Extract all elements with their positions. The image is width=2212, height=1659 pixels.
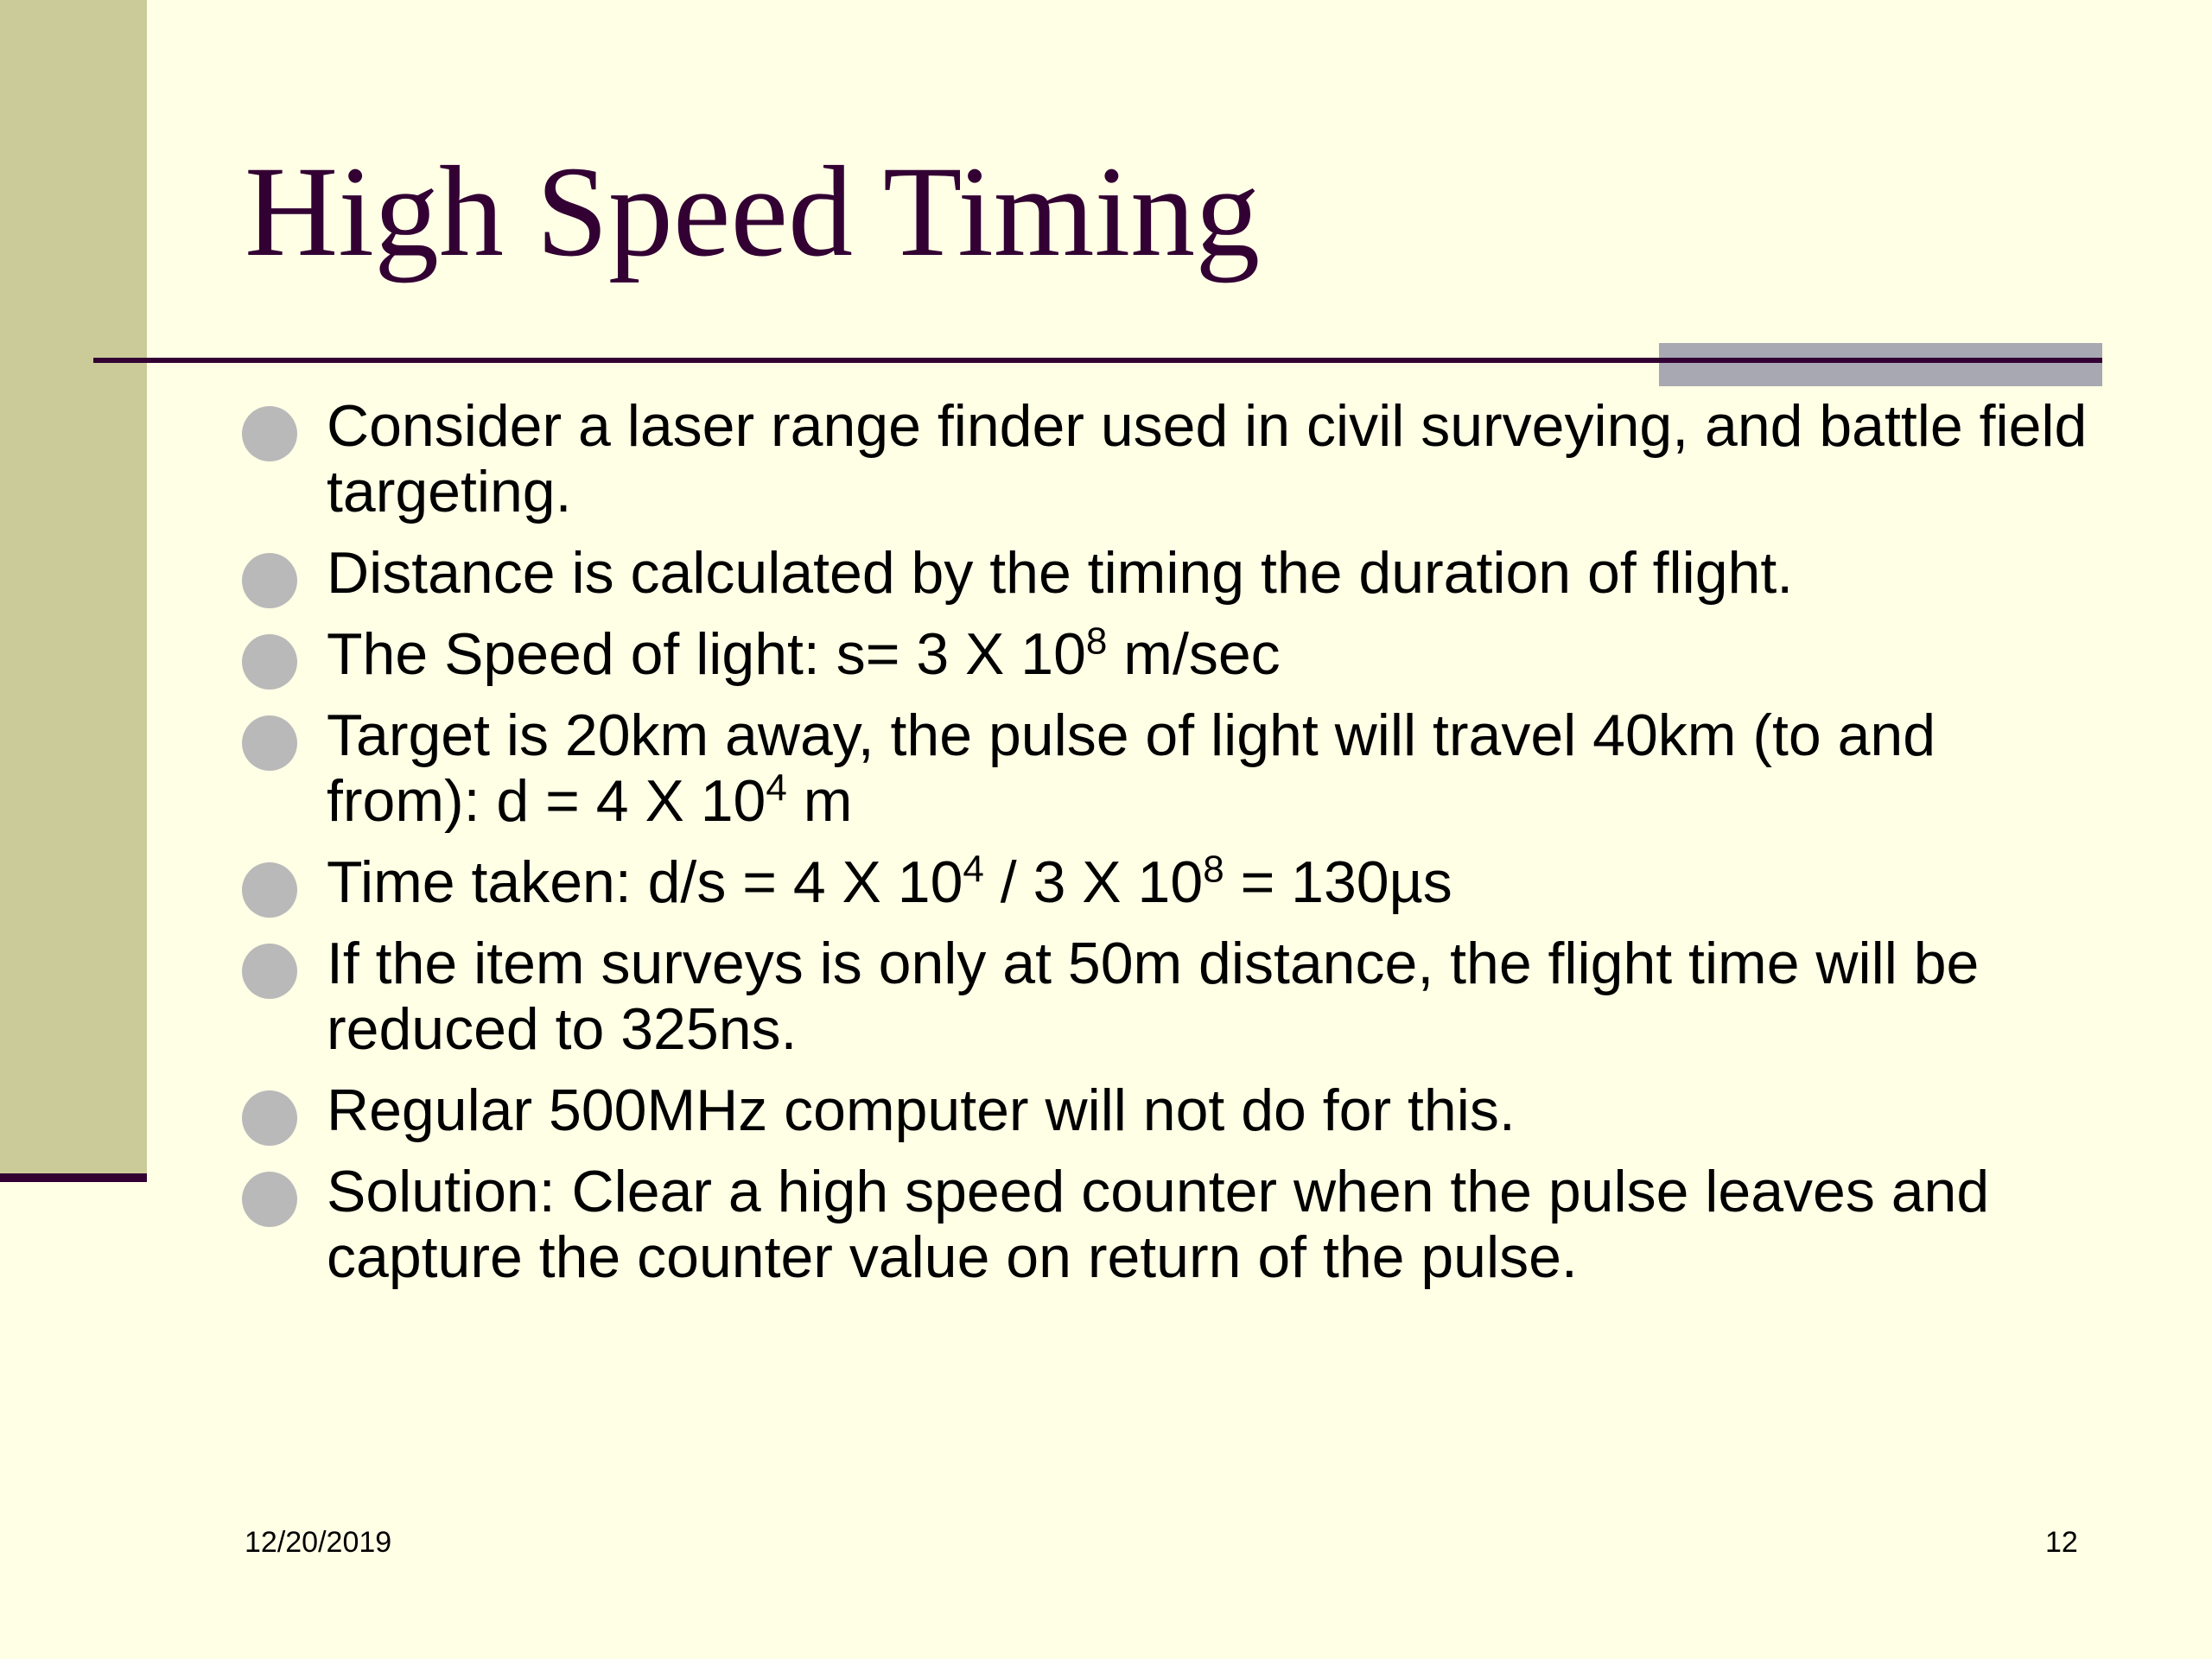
- bullet-item: [242, 1077, 2091, 1143]
- bullet-text: Target is 20km away, the pulse of light will travel 40km (to and from): d = 4 X 10: [327, 702, 1936, 834]
- bullet-dot-icon: [242, 1172, 297, 1227]
- footer-date: 12/20/2019: [245, 1526, 392, 1559]
- bullet-item: [242, 1159, 2091, 1290]
- bullet-text: Consider a laser range finder used in civil surveying, and battle field targeting.: [327, 393, 2088, 524]
- bullet-dot-icon: [242, 553, 297, 608]
- bullet-text: If the item surveys is only at 50m distance, the flight time will be reduced to 325ns.: [327, 931, 1980, 1062]
- title-accent-block: [1659, 343, 2102, 386]
- bullet-dot-icon: [242, 634, 297, 690]
- bullet-text: = 130µs: [1224, 849, 1452, 915]
- bullet-list: [242, 393, 2091, 1306]
- bullet-item: [242, 621, 2091, 687]
- bullet-dot-icon: [242, 715, 297, 771]
- bullet-item: [242, 931, 2091, 1062]
- bullet-item: [242, 702, 2091, 834]
- bullet-text: Distance is calculated by the timing the duration of flight.: [327, 540, 1794, 606]
- bullet-text: Solution: Clear a high speed counter when the pulse leaves and capture the counter value on return of the pulse.: [327, 1159, 1990, 1290]
- bullet-item: [242, 540, 2091, 606]
- bullet-dot-icon: [242, 862, 297, 918]
- bullet-item: [242, 849, 2091, 915]
- bullet-text: m: [786, 768, 853, 834]
- bullet-text: Regular 500MHz computer will not do for this.: [327, 1077, 1516, 1143]
- bullet-dot-icon: [242, 944, 297, 999]
- bullet-text: / 3 X 10: [983, 849, 1204, 915]
- bullet-dot-icon: [242, 1090, 297, 1146]
- left-decorative-bar: [0, 0, 147, 1175]
- bullet-text: The Speed of light: s= 3 X 10: [327, 621, 1086, 687]
- bullet-dot-icon: [242, 406, 297, 461]
- footer-page-number: 12: [2045, 1526, 2078, 1559]
- slide-title: High Speed Timing: [245, 140, 1261, 283]
- exponent: 8: [1085, 620, 1108, 663]
- bullet-text: m/sec: [1107, 621, 1281, 687]
- exponent: 4: [766, 766, 787, 810]
- left-bar-rule: [0, 1173, 147, 1182]
- title-accent-line: [1659, 358, 2102, 363]
- exponent: 4: [963, 848, 984, 891]
- bullet-item: [242, 393, 2091, 524]
- exponent: 8: [1203, 848, 1224, 891]
- bullet-text: Time taken: d/s = 4 X 10: [327, 849, 963, 915]
